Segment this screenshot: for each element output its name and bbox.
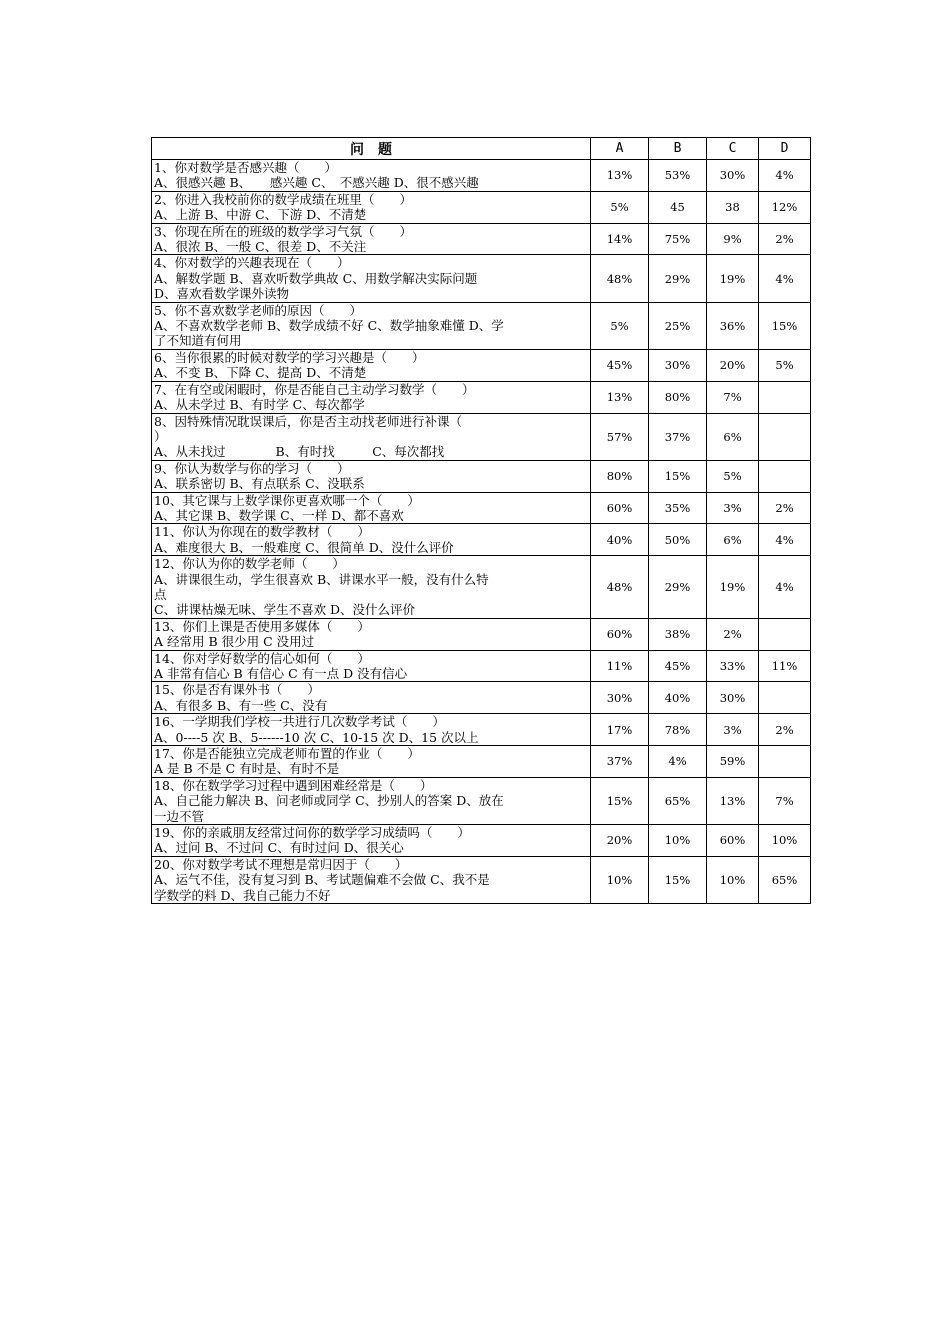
question-text-line: A、运气不佳，没有复习到 B、考试题偏难不会做 C、我不是 [154,872,490,888]
table-row [152,302,811,349]
question-cell [152,524,591,556]
table-row [152,381,811,413]
question-cell [152,825,591,857]
question-cell [152,714,591,746]
percent-cell-a: 48% [591,556,649,619]
question-cell [152,223,591,255]
question-cell [152,460,591,492]
question-text-line: A、很浓 B、一般 C、很差 D、不关注 [154,239,367,255]
question-text-line: 3、你现在所在的班级的数学学习气氛（ ） [154,223,412,239]
question-text-line: A 是 B 不是 C 有时是、有时不是 [154,761,340,777]
percent-cell-a: 30% [591,682,649,714]
percent-cell-b: 29% [649,556,707,619]
percent-cell-c: 6% [707,524,759,556]
table-row [152,714,811,746]
question-text-line: 了不知道有何用 [154,333,242,349]
percent-cell-d: 11% [759,650,811,682]
percent-cell-a: 45% [591,349,649,381]
percent-cell-c: 3% [707,714,759,746]
table-row [152,825,811,857]
question-text-line: 17、你是否能独立完成老师布置的作业（ ） [154,746,420,762]
table-row [152,618,811,650]
percent-cell-b: 30% [649,349,707,381]
percent-cell-b: 38% [649,618,707,650]
percent-cell-b: 80% [649,381,707,413]
header-row [152,138,811,160]
percent-cell-c: 60% [707,825,759,857]
question-text-line: 1、你对数学是否感兴趣（ ） [154,160,337,175]
question-text-line: A、上游 B、中游 C、下游 D、不清楚 [154,207,367,223]
question-text-line: C、讲课枯燥无味、学生不喜欢 D、没什么评价 [154,602,416,618]
table-row [152,777,811,824]
question-text-line: 2、你进入我校前你的数学成绩在班里（ ） [154,191,412,207]
percent-cell-b: 45% [649,650,707,682]
percent-cell-b: 15% [649,856,707,903]
percent-cell-d: 65% [759,856,811,903]
percent-cell-c: 10% [707,856,759,903]
percent-cell-d: 7% [759,777,811,824]
question-text-line: A、从未找过 B、有时找 C、每次都找 [154,444,445,460]
table-row [152,191,811,223]
question-text-line: A 非常有信心 B 有信心 C 有一点 D 没有信心 [154,666,408,681]
question-text-line: 16、一学期我们学校一共进行几次数学考试（ ） [154,714,445,730]
question-cell [152,777,591,824]
percent-cell-c: 3% [707,492,759,524]
percent-cell-d: 2% [759,223,811,255]
question-text-line: 20、你对数学考试不理想是常归因于（ ） [154,856,408,872]
percent-cell-b: 35% [649,492,707,524]
percent-cell-a: 60% [591,618,649,650]
percent-cell-c: 36% [707,302,759,349]
question-cell [152,302,591,349]
percent-cell-d: 4% [759,160,811,192]
question-text-line: A、讲课很生动，学生很喜欢 B、讲课水平一般，没有什么特 [154,571,489,587]
percent-cell-d: 4% [759,524,811,556]
question-cell [152,413,591,460]
question-cell [152,682,591,714]
question-text-line: A、不变 B、下降 C、提高 D、不清楚 [154,365,367,381]
question-text-line: 13、你们上课是否使用多媒体（ ） [154,618,370,634]
question-text-line: 9、你认为数学与你的学习（ ） [154,460,350,476]
question-text-line: 5、你不喜欢数学老师的原因（ ） [154,302,362,318]
percent-cell-d [759,682,811,714]
question-cell [152,191,591,223]
question-text-line: 点 [154,586,167,602]
question-cell [152,160,591,192]
percent-cell-a: 48% [591,255,649,302]
header-option-c: C [707,138,759,160]
percent-cell-c: 9% [707,223,759,255]
table-row [152,856,811,903]
question-text-line: 8、因特殊情况耽误课后，你是否主动找老师进行补课（ [154,413,462,429]
percent-cell-b: 50% [649,524,707,556]
percent-cell-b: 40% [649,682,707,714]
question-text-line: A、从未学过 B、有时学 C、每次都学 [154,397,365,413]
percent-cell-c: 7% [707,381,759,413]
table-row [152,524,811,556]
question-text-line: 14、你对学好数学的信心如何（ ） [154,650,370,666]
percent-cell-c: 6% [707,413,759,460]
percent-cell-c: 59% [707,746,759,778]
table-row [152,460,811,492]
header-question: 问 题 [152,138,591,160]
survey-body [152,160,811,904]
percent-cell-d: 4% [759,255,811,302]
question-cell [152,255,591,302]
percent-cell-c: 30% [707,160,759,192]
percent-cell-d [759,413,811,460]
percent-cell-b: 25% [649,302,707,349]
question-text-line: A、0----5 次 B、5------10 次 C、10-15 次 D、15 次以上 [154,729,479,745]
question-text-line: A、很感兴趣 B、 感兴趣 C、 不感兴趣 D、很不感兴趣 [154,175,479,191]
table-row [152,682,811,714]
question-text-line: 12、你认为你的数学老师（ ） [154,556,345,572]
percent-cell-d: 12% [759,191,811,223]
percent-cell-a: 5% [591,191,649,223]
table-row [152,492,811,524]
percent-cell-b: 53% [649,160,707,192]
table-row [152,223,811,255]
percent-cell-b: 4% [649,746,707,778]
percent-cell-d: 4% [759,556,811,619]
header-option-d: D [759,138,811,160]
percent-cell-d: 2% [759,714,811,746]
question-text-line: 18、你在数学学习过程中遇到困难经常是（ ） [154,777,433,793]
percent-cell-a: 13% [591,160,649,192]
percent-cell-a: 57% [591,413,649,460]
percent-cell-a: 40% [591,524,649,556]
percent-cell-a: 13% [591,381,649,413]
percent-cell-a: 15% [591,777,649,824]
question-cell [152,492,591,524]
header-option-b: B [649,138,707,160]
table-row [152,255,811,302]
header-option-a: A [591,138,649,160]
question-text-line: 19、你的亲戚朋友经常过问你的数学学习成绩吗（ ） [154,825,470,841]
percent-cell-c: 20% [707,349,759,381]
percent-cell-d: 2% [759,492,811,524]
question-text-line: A、有很多 B、有一些 C、没有 [154,697,328,713]
survey-table [151,137,811,904]
percent-cell-b: 37% [649,413,707,460]
question-text-line: ） [154,428,167,444]
question-cell [152,618,591,650]
question-cell [152,746,591,778]
percent-cell-d [759,618,811,650]
question-text-line: 10、其它课与上数学课你更喜欢哪一个（ ） [154,492,420,508]
question-text-line: 7、在有空或闲暇时，你是否能自己主动学习数学（ ） [154,381,475,397]
question-text-line: 11、你认为你现在的数学教材（ ） [154,524,370,540]
percent-cell-b: 15% [649,460,707,492]
question-cell [152,349,591,381]
percent-cell-b: 65% [649,777,707,824]
percent-cell-d: 15% [759,302,811,349]
question-text-line: A、解数学题 B、喜欢听数学典故 C、用数学解决实际问题 [154,270,478,286]
percent-cell-d [759,381,811,413]
table-row [152,160,811,192]
percent-cell-d: 5% [759,349,811,381]
table-row [152,413,811,460]
percent-cell-c: 5% [707,460,759,492]
percent-cell-a: 17% [591,714,649,746]
percent-cell-a: 37% [591,746,649,778]
percent-cell-a: 60% [591,492,649,524]
question-text-line: A、不喜欢数学老师 B、数学成绩不好 C、数学抽象难懂 D、学 [154,318,504,334]
percent-cell-a: 20% [591,825,649,857]
question-text-line: A、其它课 B、数学课 C、一样 D、都不喜欢 [154,507,404,523]
question-text-line: 6、当你很累的时候对数学的学习兴趣是（ ） [154,349,425,365]
percent-cell-b: 10% [649,825,707,857]
percent-cell-c: 2% [707,618,759,650]
question-text-line: 一边不管 [154,808,205,824]
percent-cell-d [759,460,811,492]
question-text-line: A、过问 B、不过问 C、有时过问 D、很关心 [154,840,404,856]
question-cell [152,381,591,413]
percent-cell-b: 75% [649,223,707,255]
percent-cell-c: 38 [707,191,759,223]
question-text-line: D、喜欢看数学课外读物 [154,286,290,302]
percent-cell-c: 30% [707,682,759,714]
percent-cell-a: 14% [591,223,649,255]
percent-cell-c: 33% [707,650,759,682]
percent-cell-c: 19% [707,255,759,302]
question-cell [152,856,591,903]
question-text-line: A、联系密切 B、有点联系 C、没联系 [154,476,365,492]
question-text-line: A、自己能力解决 B、问老师或同学 C、抄别人的答案 D、放在 [154,793,504,809]
percent-cell-b: 29% [649,255,707,302]
percent-cell-d [759,746,811,778]
percent-cell-a: 10% [591,856,649,903]
question-text-line: A、难度很大 B、一般难度 C、很简单 D、没什么评价 [154,539,454,555]
percent-cell-c: 13% [707,777,759,824]
percent-cell-a: 5% [591,302,649,349]
percent-cell-b: 78% [649,714,707,746]
question-text-line: A 经常用 B 很少用 C 没用过 [154,634,315,650]
percent-cell-a: 11% [591,650,649,682]
percent-cell-c: 19% [707,556,759,619]
table-row [152,556,811,619]
question-cell [152,556,591,619]
question-text-line: 15、你是否有课外书（ ） [154,682,320,698]
question-text-line: 4、你对数学的兴趣表现在（ ） [154,255,350,271]
table-row [152,650,811,682]
percent-cell-b: 45 [649,191,707,223]
percent-cell-d: 10% [759,825,811,857]
question-text-line: 学数学的料 D、我自己能力不好 [154,887,331,903]
table-row [152,349,811,381]
percent-cell-a: 80% [591,460,649,492]
table-row [152,746,811,778]
question-cell [152,650,591,682]
